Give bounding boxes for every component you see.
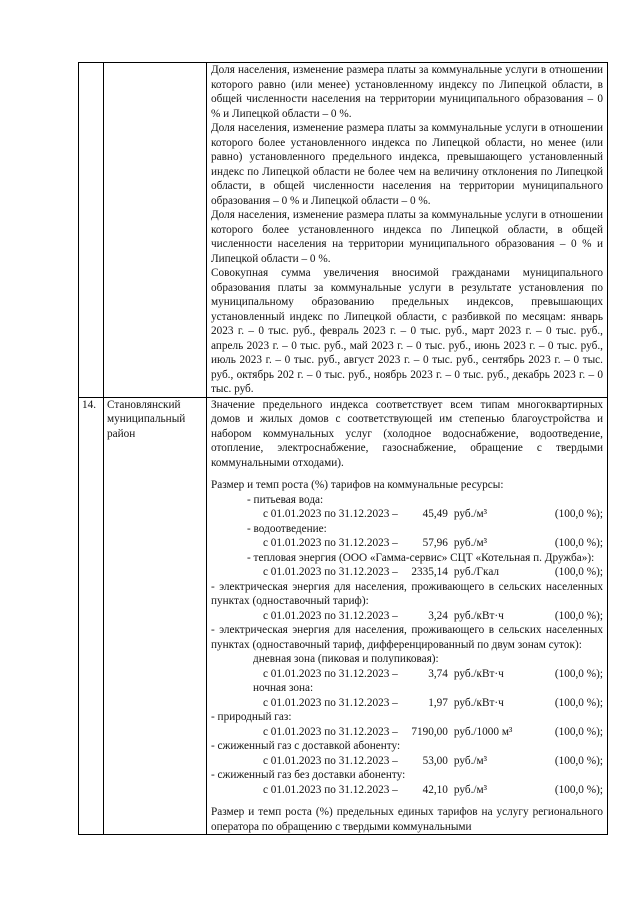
- sewer-label: - водоотведение:: [247, 522, 327, 535]
- tariff-unit: руб./1000 м³: [453, 725, 513, 738]
- tariff-value: 57,96: [422, 537, 448, 549]
- sewer-tariff: [211, 536, 603, 551]
- tariff-unit: руб./м³: [453, 783, 488, 796]
- table-row: [79, 63, 608, 398]
- paragraph: Доля населения, изменение размера платы за коммунальные услуги в отношении которого равно (или менее) установленному индексу по Липецкой области, в общей численности населения на территории муниципального образования – 0 % и Липецкой области – 0 %.: [211, 64, 603, 120]
- tariff-growth: (100,0 %);: [554, 725, 603, 738]
- period: с 01.01.2023 по 31.12.2023 –: [263, 566, 398, 578]
- tariff-growth: (100,0 %);: [554, 609, 603, 622]
- lpg-no-delivery-tariff: [211, 783, 603, 798]
- row-content-cell: [207, 63, 608, 398]
- day-zone-tariff: [211, 667, 603, 682]
- night-zone-label: ночная зона:: [253, 682, 314, 694]
- tariff-growth: (100,0 %);: [554, 783, 603, 796]
- tariff-unit: руб./кВт·ч: [453, 609, 504, 622]
- row-number-cell: [79, 397, 104, 835]
- period: с 01.01.2023 по 31.12.2023 –: [263, 508, 398, 520]
- tariffs-heading: Размер и темп роста (%) тарифов на коммунальные ресурсы:: [211, 479, 504, 491]
- heat-tariff: [211, 565, 603, 580]
- row-content-cell: [207, 397, 608, 835]
- elec2-label: - электрическая энергия для населения, проживающего в сельских населенных пунктах (одноставочный тариф, дифференцированный по двум зонам суток):: [211, 624, 603, 651]
- elec1-tariff: [211, 609, 603, 624]
- paragraph: Доля населения, изменение размера платы за коммунальные услуги в отношении которого более установленного индекса по Липецкой области, но менее (или равно) установленного предельного индекса, превышающего установленный индекс по Липецкой области не более чем на величину отклонения по Липецкой области, в общей численности населения на территории муниципального образования – 0 % и Липецкой области – 0 %.: [211, 122, 603, 207]
- tariff-growth: (100,0 %);: [554, 508, 603, 520]
- period: с 01.01.2023 по 31.12.2023 –: [263, 537, 398, 549]
- lpg-delivery-tariff: [211, 754, 603, 769]
- tariff-value: 3,24: [428, 609, 448, 622]
- lpg-no-delivery-label: - сжиженный газ без доставки абоненту:: [211, 769, 406, 781]
- tariff-growth: (100,0 %);: [554, 696, 603, 709]
- tariff-unit: руб./кВт·ч: [453, 696, 504, 709]
- period: с 01.01.2023 по 31.12.2023 –: [263, 667, 398, 680]
- period: с 01.01.2023 по 31.12.2023 –: [263, 783, 398, 796]
- tariff-unit: руб./м³: [453, 508, 488, 520]
- row-name-cell: [104, 397, 207, 835]
- tariff-value: 1,97: [428, 696, 448, 709]
- heat-label: - тепловая энергия (ООО «Гамма-сервис» СЦТ «Котельная п. Дружба»):: [247, 551, 595, 564]
- period: с 01.01.2023 по 31.12.2023 –: [263, 696, 398, 709]
- tariff-unit: руб./Гкал: [453, 566, 500, 578]
- tariff-growth: (100,0 %);: [554, 667, 603, 680]
- tariff-growth: (100,0 %);: [554, 537, 603, 549]
- tariff-growth: (100,0 %);: [554, 754, 603, 767]
- night-zone-tariff: [211, 696, 603, 711]
- period: с 01.01.2023 по 31.12.2023 –: [263, 725, 398, 738]
- tariff-unit: руб./кВт·ч: [453, 667, 504, 680]
- district-name: Становлянский муниципальный район: [107, 398, 186, 440]
- tariff-unit: руб./м³: [453, 754, 488, 767]
- intro-paragraph: Значение предельного индекса соответствует всем типам многоквартирных домов и жилых домов с соответствующей им степенью благоустройства и набором коммунальных услуг (холодное водоснабжение, водоотведение, отопление, электроснабжение, газоснабжение, обращение с твердыми коммунальными отходами).: [211, 398, 603, 469]
- row-number: 14.: [82, 398, 97, 411]
- tariff-value: 45,49: [422, 508, 448, 520]
- tariff-value: 42,10: [422, 783, 448, 796]
- lpg-delivery-label: - сжиженный газ с доставкой абоненту:: [211, 740, 401, 752]
- paragraph: Совокупная сумма увеличения вносимой гражданами муниципального образования платы за коммунальные услуги в результате установления по муниципальному образованию предельных индексов, превышающих установленный индекс по Липецкой области, с разбивкой по месяцам: январь 2023 г. – 0 тыс. руб., февраль 2023 г. – 0 тыс. руб., март 2023 г. – 0 тыс. руб., апрель 2023 г. – 0 тыс. руб., май 2023 г. – 0 тыс. руб., июнь 2023 г. – 0 тыс. руб., июль 2023 г. – 0 тыс. руб., август 2023 г. – 0 тыс. руб., сентябрь 2023 г. – 0 тыс. руб., октябрь 202 г. – 0 тыс. руб., ноябрь 2023 г. – 0 тыс. руб., декабрь 2023 г. – 0 тыс. руб.: [211, 267, 603, 395]
- gas-tariff: [211, 725, 603, 740]
- period: с 01.01.2023 по 31.12.2023 –: [263, 754, 398, 767]
- period: с 01.01.2023 по 31.12.2023 –: [263, 609, 398, 622]
- tariff-value: 53,00: [422, 754, 448, 767]
- gas-label: - природный газ:: [211, 711, 292, 723]
- table-row: [79, 397, 608, 835]
- waste-tariff-paragraph: Размер и темп роста (%) предельных единых тарифов на услугу регионального оператора по обращению с твердыми коммунальными: [211, 806, 603, 833]
- tariff-value: 7190,00: [411, 725, 448, 738]
- water-label: - питьевая вода:: [247, 493, 324, 506]
- tariff-value: 2335,14: [411, 566, 448, 578]
- paragraph: Доля населения, изменение размера платы за коммунальные услуги в отношении которого более установленного индекса по Липецкой области, в общей численности населения на территории муниципального образования – 0 % и Липецкой области – 0 %.: [211, 209, 603, 265]
- tariff-growth: (100,0 %);: [554, 566, 603, 578]
- tariff-unit: руб./м³: [453, 537, 488, 549]
- tariff-value: 3,74: [428, 667, 448, 680]
- tariff-table: [78, 62, 608, 835]
- row-number-cell: [79, 63, 104, 398]
- day-zone-label: дневная зона (пиковая и полупиковая):: [253, 653, 439, 665]
- row-name-cell: [104, 63, 207, 398]
- water-tariff: [211, 507, 603, 522]
- elec1-label: - электрическая энергия для населения, проживающего в сельских населенных пунктах (одноставочный тариф):: [211, 580, 603, 607]
